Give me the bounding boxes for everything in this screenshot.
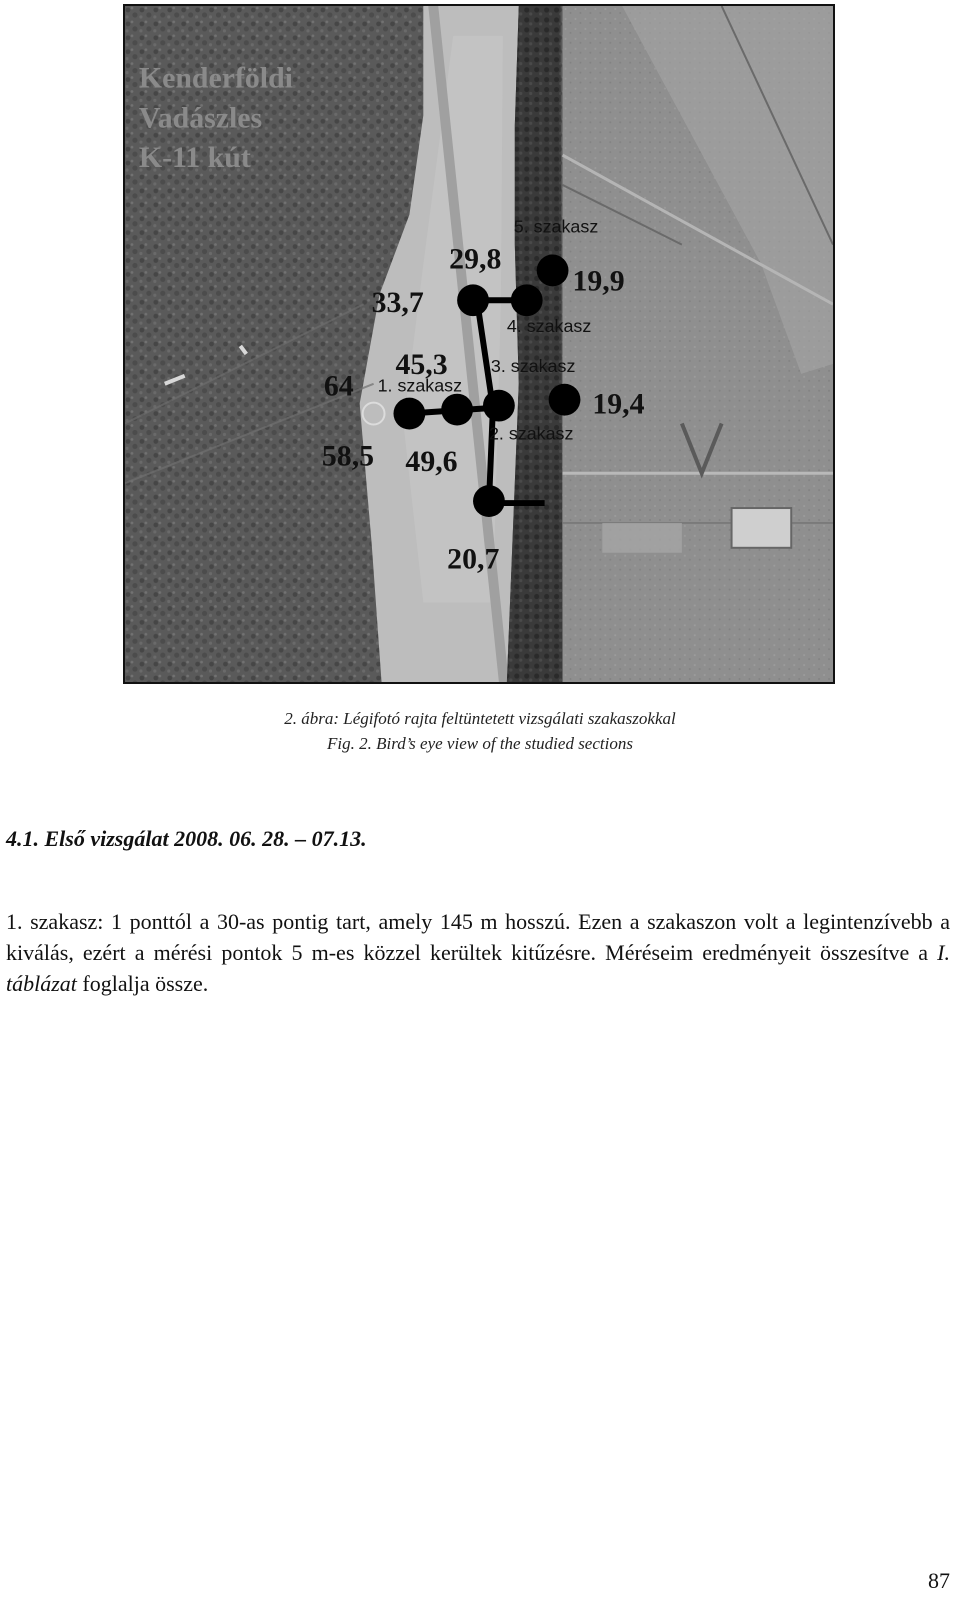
- label-section-1: 1. szakasz: [377, 375, 463, 396]
- site-name-line-2: Vadászles: [138, 101, 263, 135]
- page-number: 87: [928, 1568, 950, 1593]
- figure-caption-hu: 2. ábra: Légifotó rajta feltüntetett vizsgálati szakaszokkal: [284, 709, 676, 728]
- body-paragraph: [6, 906, 950, 999]
- label-section-5: 5. szakasz: [513, 216, 599, 237]
- point-3: [483, 390, 515, 422]
- value-45-3: 45,3: [395, 347, 448, 381]
- point-1b: [441, 394, 473, 426]
- label-section-4: 4. szakasz: [506, 316, 592, 337]
- site-name-line-3: K-11 kút: [138, 141, 251, 175]
- point-5: [537, 255, 569, 287]
- value-19-4: 19,4: [592, 387, 645, 421]
- section-heading: 4.1. Első vizsgálat 2008. 06. 28. – 07.13.: [6, 826, 367, 851]
- point-4b: [511, 284, 543, 316]
- table-reference: I. táblázat: [6, 940, 950, 996]
- point-1a: [393, 398, 425, 430]
- aerial-photo: [125, 6, 833, 682]
- value-29-8: 29,8: [449, 242, 502, 276]
- label-section-3: 3. szakasz: [490, 355, 576, 376]
- paragraph-text-2: foglalja össze.: [76, 971, 209, 996]
- point-3b: [549, 384, 581, 416]
- site-name-line-1: Kenderföldi: [138, 61, 293, 95]
- figure-caption-en: Fig. 2. Bird’s eye view of the studied sections: [327, 734, 633, 753]
- value-58-5: 58,5: [321, 439, 375, 473]
- value-33-7: 33,7: [371, 286, 424, 320]
- point-4a: [457, 284, 489, 316]
- value-64: 64: [323, 369, 354, 403]
- aerial-photo-figure: [123, 4, 835, 684]
- value-49-6: 49,6: [405, 445, 458, 479]
- point-2: [473, 485, 505, 517]
- value-20-7: 20,7: [447, 542, 500, 576]
- label-section-2: 2. szakasz: [488, 423, 574, 444]
- value-19-9: 19,9: [572, 264, 625, 298]
- paragraph-text-1: 1. szakasz: 1 ponttól a 30-as pontig tart, amely 145 m hosszú. Ezen a szakaszon volt a legintenzívebb a kiválás, ezért a mérési pontok 5 m-es közzel kerültek kitűzésre. Méréseim eredményeit összesítve a: [6, 909, 950, 965]
